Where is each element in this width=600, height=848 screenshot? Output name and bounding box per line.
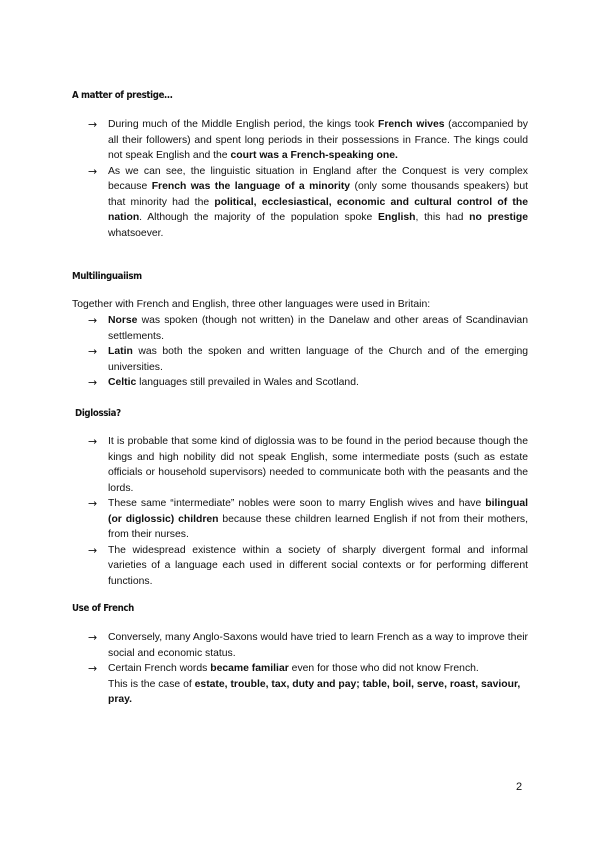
item-text — [108, 119, 528, 161]
arrow-bullet-icon: → — [88, 118, 98, 131]
page-number: 2 — [516, 781, 523, 793]
bold-text: French wives — [377, 119, 445, 130]
list-item — [88, 661, 528, 708]
text: , this had — [415, 212, 470, 223]
text: It is probable that some kind of diglossia was to be found in the period because though the kings and high nobility did not speak English, some intermediate posts (such as estate officials or household supervisors) needed to communicate both with the peasants and the lords. — [108, 436, 528, 494]
bold-text: no prestige — [469, 212, 528, 223]
arrow-bullet-icon: → — [88, 164, 98, 178]
arrow-bullet-icon: → — [88, 497, 98, 510]
item-text — [108, 632, 528, 659]
multilingualism-intro: Together with French and English, three other languages were used in Britain: — [72, 299, 431, 310]
text: Conversely, many Anglo-Saxons would have tried to learn French as a way to improve their social and economic status. — [108, 632, 528, 659]
section-heading-multilingualism: Multilinguaiism — [72, 271, 142, 282]
text: because these children learned English if not from their mothers, from their nurses. — [108, 513, 528, 540]
item-text — [108, 545, 528, 587]
arrow-bullet-icon: → — [88, 435, 98, 448]
bold-text: became familiar — [210, 663, 289, 674]
item-text — [108, 315, 528, 342]
list-item — [88, 543, 528, 590]
text: As we can see, the linguistic situation in England after the Conquest is very complex because — [108, 165, 528, 192]
item-text — [108, 377, 359, 388]
bold-text: English — [378, 212, 416, 223]
item-text — [108, 346, 528, 373]
text: During much of the Middle English period, the kings took — [108, 119, 378, 130]
arrow-bullet-icon: → — [88, 376, 98, 389]
bold-text: Celtic — [108, 377, 137, 388]
text: was both the spoken and written language of the Church and of the emerging universities. — [108, 346, 528, 373]
bold-text: French was the language of a minority — [151, 181, 351, 192]
arrow-bullet-icon: → — [88, 662, 98, 675]
item-text — [108, 436, 528, 494]
bold-text: bilingual (or diglossic) children — [108, 498, 528, 525]
text: whatsoever. — [108, 227, 164, 239]
use-of-french-list — [88, 630, 528, 708]
list-item — [88, 496, 528, 543]
bold-text: court was a French-speaking one. — [230, 150, 398, 161]
list-item — [88, 164, 528, 242]
arrow-bullet-icon: → — [88, 543, 98, 557]
text: These same “intermediate” nobles were soon to marry English wives and have — [108, 498, 486, 509]
arrow-bullet-icon: → — [88, 631, 98, 644]
list-item — [88, 344, 528, 375]
bold-text: political, ecclesiastical, economic and cultural control of the nation — [108, 196, 528, 223]
item-text — [108, 663, 479, 674]
arrow-bullet-icon: → — [88, 345, 98, 358]
section-heading-prestige: A matter of prestige… — [72, 90, 173, 101]
section-heading-diglossia: Diglossia? — [75, 408, 121, 419]
item-continuation — [108, 677, 528, 708]
text: even for those who did not know French. — [288, 663, 479, 674]
text: languages still prevailed in Wales and Scotland. — [136, 377, 359, 388]
text: This is the case of — [108, 678, 195, 690]
multilingualism-list — [88, 313, 528, 391]
list-item — [88, 313, 528, 344]
text: The widespread existence within a society of sharply divergent formal and informal varieties of a language each used in different social contexts or for performing different functions. — [108, 544, 528, 587]
text: . Although the majority of the population spoke — [139, 212, 378, 223]
diglossia-list — [88, 434, 528, 589]
text: Certain French words — [108, 663, 211, 674]
item-text — [108, 166, 528, 239]
bold-text: Latin — [108, 346, 133, 357]
prestige-list — [88, 117, 528, 241]
section-heading-use-of-french: Use of French — [72, 603, 134, 614]
list-item — [88, 117, 528, 164]
arrow-bullet-icon: → — [88, 314, 98, 327]
bold-text: estate, trouble, tax, duty and pay; table, boil, serve, roast, saviour, pray. — [108, 678, 521, 705]
item-text — [108, 498, 528, 540]
text: (only some thousands speakers) but that minority had the — [108, 181, 528, 208]
list-item — [88, 630, 528, 661]
text: was spoken (though not written) in the Danelaw and other areas of Scandinavian settlements. — [108, 315, 528, 342]
list-item — [88, 434, 528, 496]
list-item — [88, 375, 528, 391]
text: (accompanied by all their followers) and spent long periods in their possessions in France. The kings could not speak English and the — [108, 119, 528, 161]
bold-text: Norse — [108, 315, 138, 326]
